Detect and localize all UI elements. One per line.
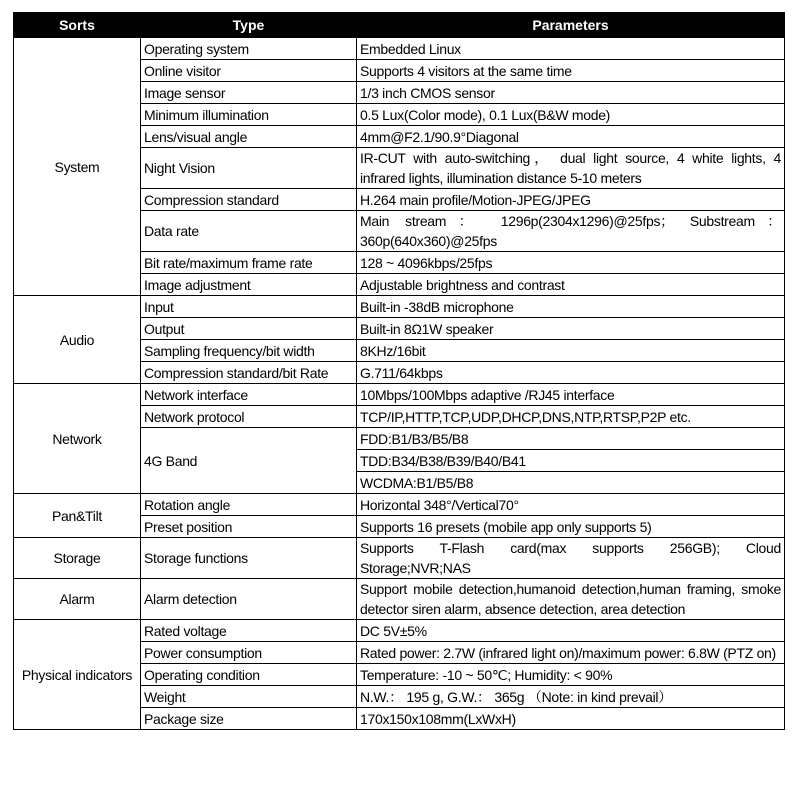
parameter-cell: 1/3 inch CMOS sensor: [357, 82, 785, 104]
type-cell: Compression standard: [141, 189, 357, 211]
header-sorts: Sorts: [14, 13, 141, 38]
type-cell: Lens/visual angle: [141, 126, 357, 148]
spec-table: [13, 12, 785, 730]
spec-body: [14, 38, 785, 730]
parameter-cell: WCDMA:B1/B5/B8: [357, 472, 785, 494]
type-cell: Preset position: [141, 516, 357, 538]
type-cell: Minimum illumination: [141, 104, 357, 126]
table-row: [14, 579, 785, 620]
parameter-cell: Support mobile detection,humanoid detection,human framing, smoke detector siren alarm, absence detection, area detection: [357, 579, 785, 620]
parameter-cell: Horizontal 348°/Vertical70°: [357, 494, 785, 516]
parameter-cell: Temperature: -10 ~ 50℃; Humidity: < 90%: [357, 664, 785, 686]
type-cell: Rated voltage: [141, 620, 357, 642]
parameter-cell: Rated power: 2.7W (infrared light on)/maximum power: 6.8W (PTZ on): [357, 642, 785, 664]
table-row: [14, 296, 785, 318]
type-cell: Package size: [141, 708, 357, 730]
parameter-cell: Built-in -38dB microphone: [357, 296, 785, 318]
type-cell: Storage functions: [141, 538, 357, 579]
parameter-cell: TDD:B34/B38/B39/B40/B41: [357, 450, 785, 472]
type-cell: Data rate: [141, 211, 357, 252]
type-cell: Network protocol: [141, 406, 357, 428]
sort-cell: Storage: [14, 538, 141, 579]
type-cell: 4G Band: [141, 428, 357, 494]
sort-cell: System: [14, 38, 141, 296]
sort-cell: Alarm: [14, 579, 141, 620]
sort-cell: Pan&Tilt: [14, 494, 141, 538]
parameter-cell: FDD:B1/B3/B5/B8: [357, 428, 785, 450]
table-row: [14, 384, 785, 406]
parameter-cell: Supports T-Flash card(max supports 256GB); Cloud Storage;NVR;NAS: [357, 538, 785, 579]
type-cell: Online visitor: [141, 60, 357, 82]
type-cell: Output: [141, 318, 357, 340]
type-cell: Weight: [141, 686, 357, 708]
sort-cell: Network: [14, 384, 141, 494]
parameter-cell: DC 5V±5%: [357, 620, 785, 642]
table-row: [14, 538, 785, 579]
parameter-cell: 0.5 Lux(Color mode), 0.1 Lux(B&W mode): [357, 104, 785, 126]
parameter-cell: N.W.： 195 g, G.W.： 365g （Note: in kind prevail）: [357, 686, 785, 708]
sort-cell: Physical indicators: [14, 620, 141, 730]
type-cell: Operating system: [141, 38, 357, 60]
type-cell: Image adjustment: [141, 274, 357, 296]
type-cell: Operating condition: [141, 664, 357, 686]
parameter-cell: Supports 4 visitors at the same time: [357, 60, 785, 82]
type-cell: Input: [141, 296, 357, 318]
table-row: [14, 620, 785, 642]
sort-cell: Audio: [14, 296, 141, 384]
parameter-cell: 128 ~ 4096kbps/25fps: [357, 252, 785, 274]
header-row: [14, 13, 785, 38]
type-cell: Rotation angle: [141, 494, 357, 516]
type-cell: Compression standard/bit Rate: [141, 362, 357, 384]
parameter-cell: 170x150x108mm(LxWxH): [357, 708, 785, 730]
parameter-cell: G.711/64kbps: [357, 362, 785, 384]
parameter-cell: Supports 16 presets (mobile app only supports 5): [357, 516, 785, 538]
parameter-cell: IR-CUT with auto-switching， dual light source, 4 white lights, 4 infrared lights, illumination distance 5-10 meters: [357, 148, 785, 189]
parameter-cell: Built-in 8Ω1W speaker: [357, 318, 785, 340]
parameter-cell: Embedded Linux: [357, 38, 785, 60]
type-cell: Night Vision: [141, 148, 357, 189]
parameter-cell: 4mm@F2.1/90.9°Diagonal: [357, 126, 785, 148]
type-cell: Alarm detection: [141, 579, 357, 620]
parameter-cell: Main stream： 1296p(2304x1296)@25fps； Substream： 360p(640x360)@25fps: [357, 211, 785, 252]
type-cell: Power consumption: [141, 642, 357, 664]
type-cell: Bit rate/maximum frame rate: [141, 252, 357, 274]
parameter-cell: Adjustable brightness and contrast: [357, 274, 785, 296]
parameter-cell: 8KHz/16bit: [357, 340, 785, 362]
header-type: Type: [141, 13, 357, 38]
header-parameters: Parameters: [357, 13, 785, 38]
type-cell: Image sensor: [141, 82, 357, 104]
type-cell: Sampling frequency/bit width: [141, 340, 357, 362]
type-cell: Network interface: [141, 384, 357, 406]
table-row: [14, 494, 785, 516]
parameter-cell: 10Mbps/100Mbps adaptive /RJ45 interface: [357, 384, 785, 406]
parameter-cell: TCP/IP,HTTP,TCP,UDP,DHCP,DNS,NTP,RTSP,P2P etc.: [357, 406, 785, 428]
table-row: [14, 38, 785, 60]
parameter-cell: H.264 main profile/Motion-JPEG/JPEG: [357, 189, 785, 211]
